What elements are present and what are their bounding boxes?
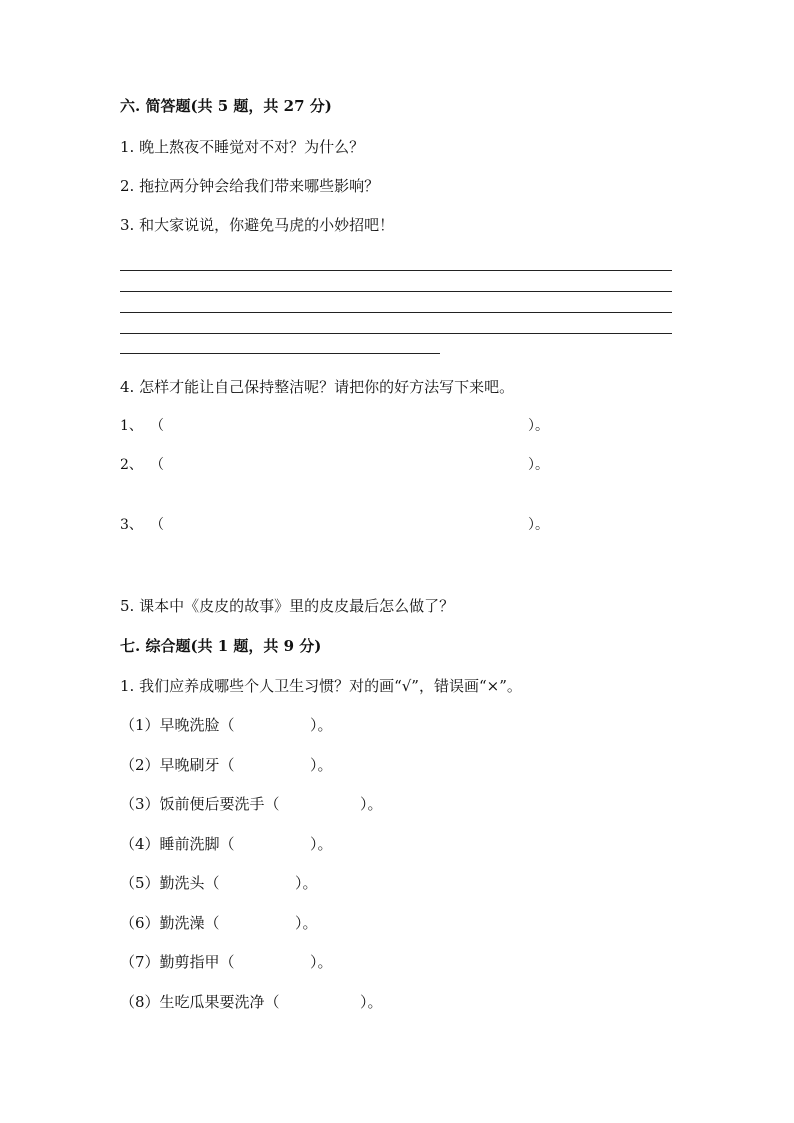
question-6-3: 3. 和大家说说，你避免马虎的小妙招吧！ [120, 216, 395, 234]
habit-label: （3）饭前便后要洗手（ [120, 795, 280, 813]
habit-label: （5）勤洗头（ [120, 874, 220, 892]
question-7-1: 1. 我们应养成哪些个人卫生习惯？对的画“√”，错误画“×”。 [120, 677, 522, 695]
habit-item [120, 715, 333, 735]
habit-label: （2）早晚刷牙（ [120, 756, 235, 774]
habit-item [120, 952, 333, 972]
item-number: 3、 [120, 517, 143, 533]
section-7-title: 七. 综合题(共 1 题，共 9 分) [120, 637, 322, 655]
answer-blank-row [120, 416, 680, 436]
question-6-5: 5. 课本中《皮皮的故事》里的皮皮最后怎么做了？ [120, 597, 455, 615]
habit-item [120, 755, 333, 775]
question-6-2: 2. 拖拉两分钟会给我们带来哪些影响？ [120, 177, 380, 195]
habit-label: （7）勤剪指甲（ [120, 953, 235, 971]
close-paren: ）。 [360, 993, 383, 1011]
habit-item [120, 913, 318, 933]
close-paren: ）。 [310, 716, 333, 734]
item-number: 2、 [120, 457, 143, 473]
close-paren: ）。 [310, 756, 333, 774]
habit-item [120, 873, 318, 893]
habit-item [120, 834, 333, 854]
close-paren: ）。 [295, 874, 318, 892]
answer-line [120, 312, 672, 313]
open-paren: （ [150, 517, 164, 533]
close-paren: ）。 [310, 953, 333, 971]
close-paren: ）。 [310, 835, 333, 853]
habit-label: （1）早晚洗脸（ [120, 716, 235, 734]
habit-item [120, 794, 383, 814]
habit-item [120, 992, 383, 1012]
section-6-title: 六. 简答题(共 5 题，共 27 分) [120, 97, 332, 115]
question-6-4: 4. 怎样才能让自己保持整洁呢？请把你的好方法写下来吧。 [120, 378, 515, 396]
close-paren: ）。 [528, 418, 549, 434]
habit-label: （8）生吃瓜果要洗净（ [120, 993, 280, 1011]
close-paren: ）。 [295, 914, 318, 932]
answer-line [120, 270, 672, 271]
item-number: 1、 [120, 418, 143, 434]
habit-label: （6）勤洗澡（ [120, 914, 220, 932]
open-paren: （ [150, 457, 164, 473]
answer-blank-row [120, 455, 680, 475]
answer-blank-row [120, 515, 680, 535]
answer-line [120, 333, 672, 334]
habit-label: （4）睡前洗脚（ [120, 835, 235, 853]
answer-line [120, 291, 672, 292]
close-paren: ）。 [528, 457, 549, 473]
answer-line [120, 353, 440, 354]
question-6-1: 1. 晚上熬夜不睡觉对不对？为什么？ [120, 138, 365, 156]
close-paren: ）。 [528, 517, 549, 533]
close-paren: ）。 [360, 795, 383, 813]
open-paren: （ [150, 418, 164, 434]
